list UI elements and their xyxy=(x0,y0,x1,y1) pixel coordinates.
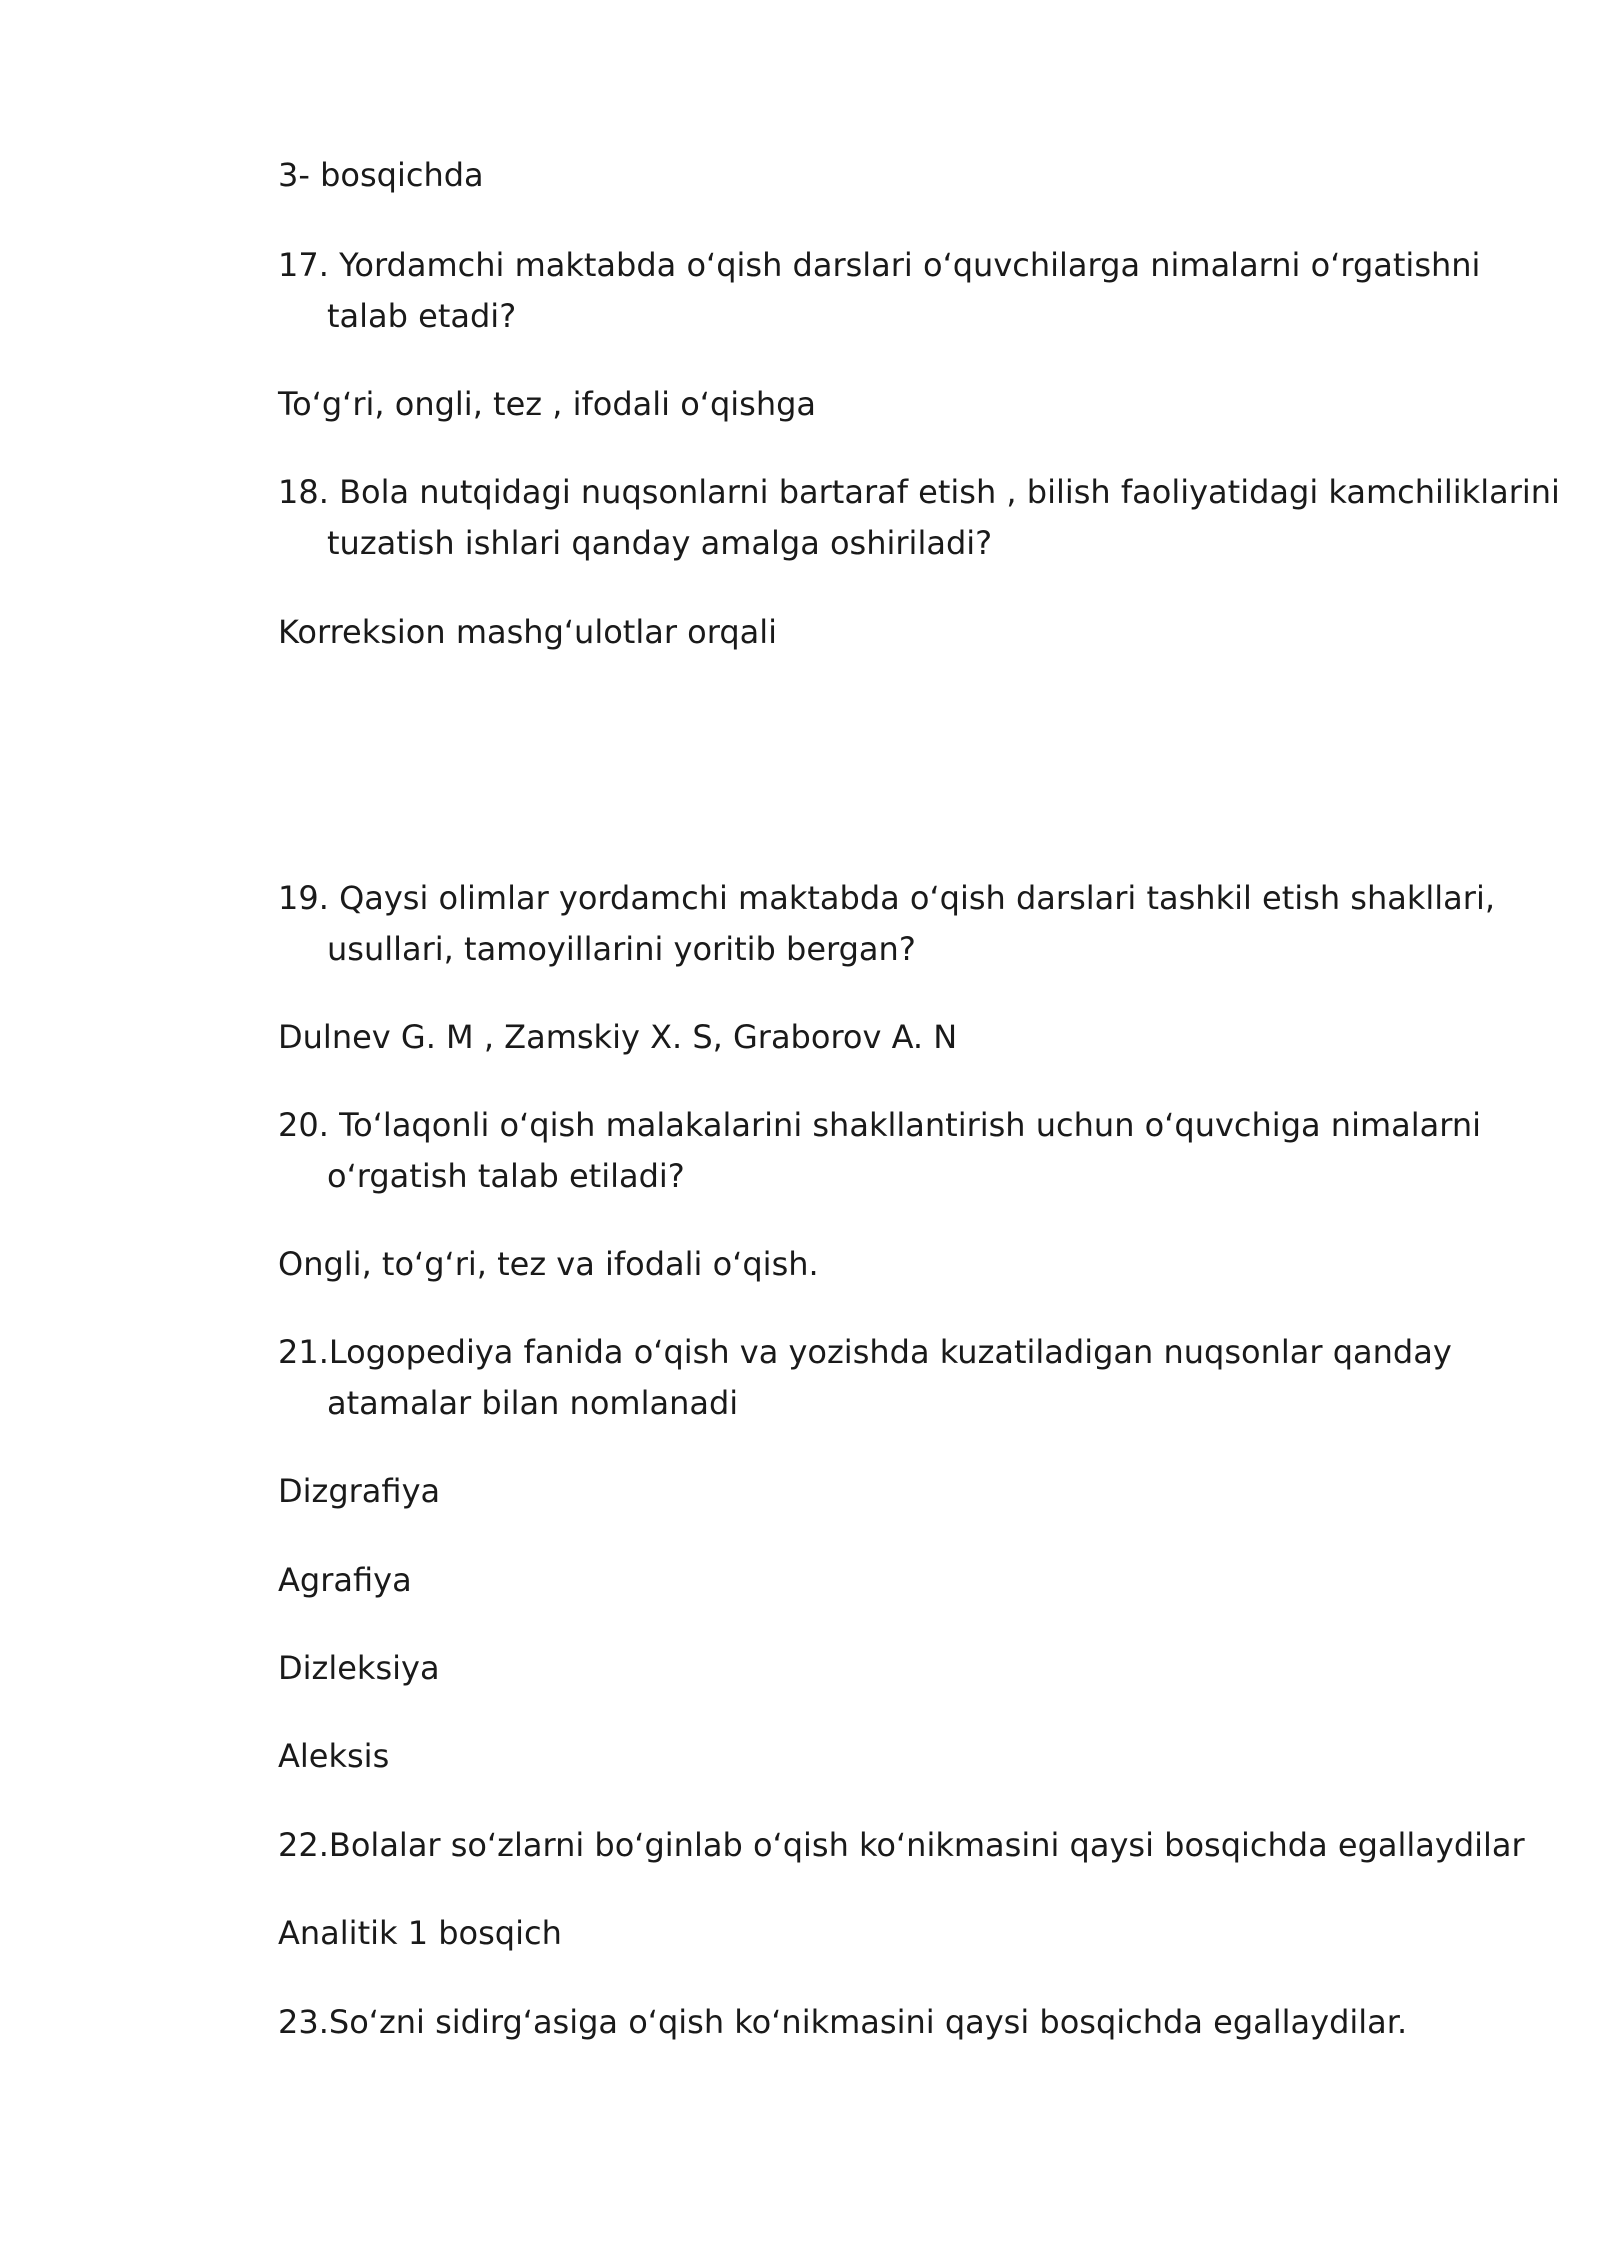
answer-19: Dulnev G. M , Zamskiy X. S, Graborov A. N xyxy=(278,1018,958,1056)
question-19-line-1: 19. Qaysi olimlar yordamchi maktabda o‘qish darslari tashkil etish shakllari, xyxy=(278,879,1495,917)
question-21-line-2: atamalar bilan nomlanadi xyxy=(327,1384,739,1422)
answer-22: Analitik 1 bosqich xyxy=(278,1914,562,1952)
question-23: 23.So‘zni sidirg‘asiga o‘qish ko‘nikmasini qaysi bosqichda egallaydilar. xyxy=(278,2003,1408,2041)
question-21-line-1: 21.Logopediya fanida o‘qish va yozishda kuzatiladigan nuqsonlar qanday xyxy=(278,1333,1452,1371)
answer-21-option-3: Dizleksiya xyxy=(278,1649,440,1687)
answer-17: To‘g‘ri, ongli, tez , ifodali o‘qishga xyxy=(278,385,817,423)
answer-21-option-1: Dizgrafiya xyxy=(278,1472,441,1510)
answer-stage-3: 3- bosqichda xyxy=(278,156,484,194)
question-20-line-1: 20. To‘laqonli o‘qish malakalarini shakllantirish uchun o‘quvchiga nimalarni xyxy=(278,1106,1481,1144)
question-18-line-2: tuzatish ishlari qanday amalga oshiriladi? xyxy=(327,524,993,562)
question-18 xyxy=(278,467,1560,569)
question-17-line-2: talab etadi? xyxy=(327,297,517,335)
answer-20: Ongli, to‘g‘ri, tez va ifodali o‘qish. xyxy=(278,1245,819,1283)
question-18-line-1: 18. Bola nutqidagi nuqsonlarni bartaraf etish , bilish faoliyatidagi kamchiliklarini xyxy=(278,473,1560,511)
answer-21-option-2: Agrafiya xyxy=(278,1561,412,1599)
question-20-line-2: o‘rgatish talab etiladi? xyxy=(327,1157,685,1195)
question-20 xyxy=(278,1100,1508,1202)
question-21 xyxy=(278,1327,1508,1429)
answer-18: Korreksion mashg‘ulotlar orqali xyxy=(278,613,778,651)
question-17 xyxy=(278,240,1508,342)
question-19-line-2: usullari, tamoyillarini yoritib bergan? xyxy=(327,930,916,968)
question-17-line-1: 17. Yordamchi maktabda o‘qish darslari o‘quvchilarga nimalarni o‘rgatishni xyxy=(278,246,1481,284)
question-22: 22.Bolalar so‘zlarni bo‘ginlab o‘qish ko‘nikmasini qaysi bosqichda egallaydilar xyxy=(278,1826,1525,1864)
answer-21-option-4: Aleksis xyxy=(278,1737,390,1775)
question-19 xyxy=(278,873,1508,975)
